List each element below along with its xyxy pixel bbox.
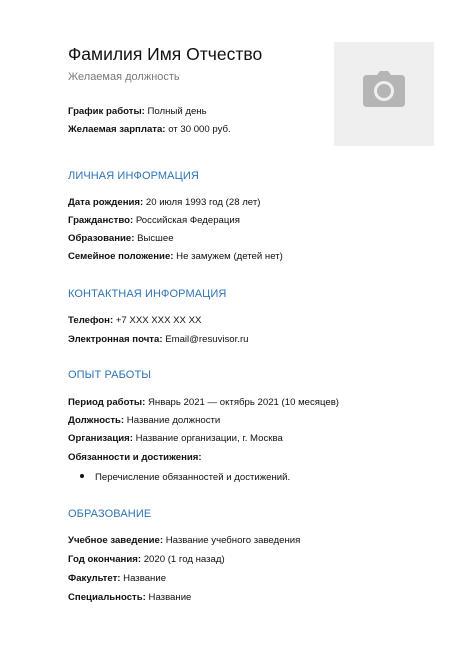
institution-value: Название учебного заведения — [165, 535, 301, 546]
graduation-year-value: 2020 (1 год назад) — [143, 554, 225, 565]
work-period-line — [68, 397, 339, 408]
list-item — [80, 472, 290, 483]
section-title-education: ОБРАЗОВАНИЕ — [68, 508, 152, 520]
marital-status-label: Семейное положение: — [68, 251, 174, 262]
photo-placeholder[interactable] — [334, 42, 434, 146]
schedule-line — [68, 106, 207, 117]
birth-date-value: 20 июля 1993 год (28 лет) — [145, 197, 261, 208]
specialty-value: Название — [148, 592, 192, 603]
faculty-value: Название — [123, 573, 167, 584]
duties-line — [68, 452, 202, 463]
citizenship-label: Гражданство: — [68, 215, 134, 226]
email-line — [68, 334, 249, 345]
birth-date-line — [68, 197, 260, 208]
section-title-experience: ОПЫТ РАБОТЫ — [68, 369, 152, 381]
institution-line — [68, 535, 300, 546]
salary-value: от 30 000 руб. — [168, 124, 231, 135]
organization-value: Название организации, г. Москва — [135, 433, 283, 444]
faculty-line — [68, 573, 166, 584]
phone-value[interactable]: +7 XXX XXX XX XX — [115, 315, 202, 326]
duty-text: Перечисление обязанностей и достижений. — [95, 472, 291, 483]
phone-label: Телефон: — [68, 315, 114, 326]
marital-status-line — [68, 251, 283, 262]
citizenship-line — [68, 215, 240, 226]
duties-label: Обязанности и достижения: — [68, 452, 202, 463]
birth-date-label: Дата рождения: — [68, 197, 144, 208]
citizenship-value: Российская Федерация — [135, 215, 240, 226]
graduation-year-label: Год окончания: — [68, 554, 142, 565]
email-label: Электронная почта: — [68, 334, 163, 345]
phone-line — [68, 315, 201, 326]
camera-icon — [363, 71, 405, 107]
marital-status-value: Не замужем (детей нет) — [176, 251, 283, 262]
salary-line — [68, 124, 231, 135]
specialty-line — [68, 592, 191, 603]
job-title-label: Должность: — [68, 415, 125, 426]
education-level-label: Образование: — [68, 233, 135, 244]
faculty-label: Факультет: — [68, 573, 121, 584]
full-name: Фамилия Имя Отчество — [68, 44, 263, 64]
education-level-line — [68, 233, 174, 244]
schedule-value: Полный день — [147, 106, 207, 117]
bullet-icon — [80, 474, 84, 478]
section-title-contacts: КОНТАКТНАЯ ИНФОРМАЦИЯ — [68, 288, 227, 300]
organization-label: Организация: — [68, 433, 133, 444]
schedule-label: График работы: — [68, 106, 145, 117]
work-period-value: Январь 2021 — октябрь 2021 (10 месяцев) — [147, 397, 340, 408]
salary-label: Желаемая зарплата: — [68, 124, 166, 135]
email-value[interactable]: Email@resuvisor.ru — [165, 334, 249, 345]
organization-line — [68, 433, 283, 444]
education-level-value: Высшее — [137, 233, 174, 244]
institution-label: Учебное заведение: — [68, 535, 164, 546]
desired-position: Желаемая должность — [68, 71, 180, 83]
section-title-personal: ЛИЧНАЯ ИНФОРМАЦИЯ — [68, 170, 199, 182]
specialty-label: Специальность: — [68, 592, 146, 603]
job-title-value: Название должности — [126, 415, 221, 426]
job-title-line — [68, 415, 220, 426]
work-period-label: Период работы: — [68, 397, 146, 408]
graduation-year-line — [68, 554, 225, 565]
